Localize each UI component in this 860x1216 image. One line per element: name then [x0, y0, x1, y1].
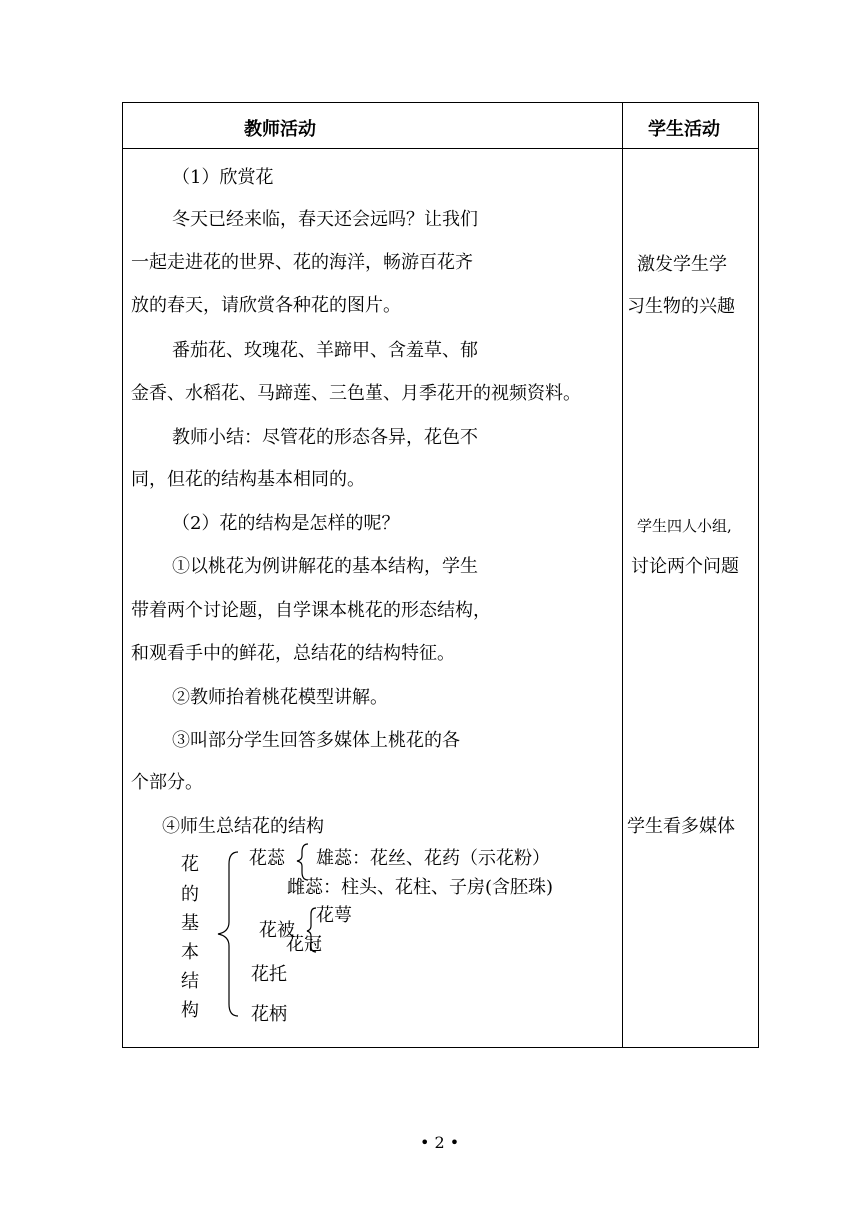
- diagram-title-char: 本: [181, 942, 199, 963]
- teacher-line: ②教师抬着桃花模型讲解。: [172, 687, 388, 708]
- teacher-line: ③叫部分学生回答多媒体上桃花的各: [172, 730, 460, 751]
- student-note: 学生看多媒体: [627, 816, 735, 837]
- teacher-line: 带着两个讨论题，自学课本桃花的形态结构，: [131, 600, 491, 621]
- teacher-line: 番茄花、玫瑰花、羊蹄甲、含羞草、郁: [172, 340, 478, 361]
- stamen-brace: [297, 844, 308, 880]
- teacher-line: 冬天已经来临，春天还会远吗？让我们: [172, 209, 478, 230]
- teacher-line: 教师小结：尽管花的形态各异，花色不: [172, 427, 478, 448]
- teacher-line: （2）花的结构是怎样的呢？: [172, 513, 400, 534]
- sepal-label: 花萼: [316, 905, 352, 926]
- teacher-line: 金香、水稻花、马蹄莲、三色堇、月季花开的视频资料。: [131, 383, 581, 404]
- diagram-title-char: 基: [181, 913, 199, 934]
- diagram-title-char: 花: [181, 854, 199, 875]
- female-pistil-text: 雌蕊：柱头、花柱、子房(含胚珠): [287, 877, 554, 898]
- stamen-label: 花蕊: [249, 848, 285, 869]
- student-note: 学生四人小组,: [637, 517, 732, 535]
- teacher-line: 放的春天，请欣赏各种花的图片。: [131, 295, 401, 316]
- student-note: 习生物的兴趣: [627, 296, 735, 317]
- teacher-line: 一起走进花的世界、花的海洋，畅游百花齐: [131, 252, 473, 273]
- teacher-line: ④师生总结花的结构: [162, 816, 324, 837]
- teacher-line: 同，但花的结构基本相同的。: [131, 469, 365, 490]
- main-brace: [218, 852, 238, 1016]
- diagram-title-char: 结: [181, 971, 199, 992]
- student-note: 激发学生学: [637, 254, 727, 275]
- perianth-label: 花被: [259, 920, 295, 941]
- diagram-title-char: 的: [181, 884, 199, 905]
- student-note: 讨论两个问题: [631, 556, 739, 577]
- page-number: • 2 •: [420, 1133, 460, 1152]
- teacher-activity-header: 教师活动: [244, 119, 316, 140]
- receptacle-label: 花托: [251, 964, 287, 985]
- teacher-line: （1）欣赏花: [172, 167, 274, 188]
- student-activity-header: 学生活动: [648, 119, 720, 140]
- male-stamen-text: 雄蕊：花丝、花药（示花粉）: [316, 848, 550, 869]
- diagram-title-char: 构: [181, 1000, 199, 1021]
- teacher-line: 和观看手中的鲜花，总结花的结构特征。: [131, 643, 455, 664]
- teacher-line: 个部分。: [131, 772, 203, 793]
- petal-label: 花冠: [286, 934, 322, 955]
- stalk-label: 花柄: [251, 1004, 287, 1025]
- teacher-line: ①以桃花为例讲解花的基本结构，学生: [172, 556, 478, 577]
